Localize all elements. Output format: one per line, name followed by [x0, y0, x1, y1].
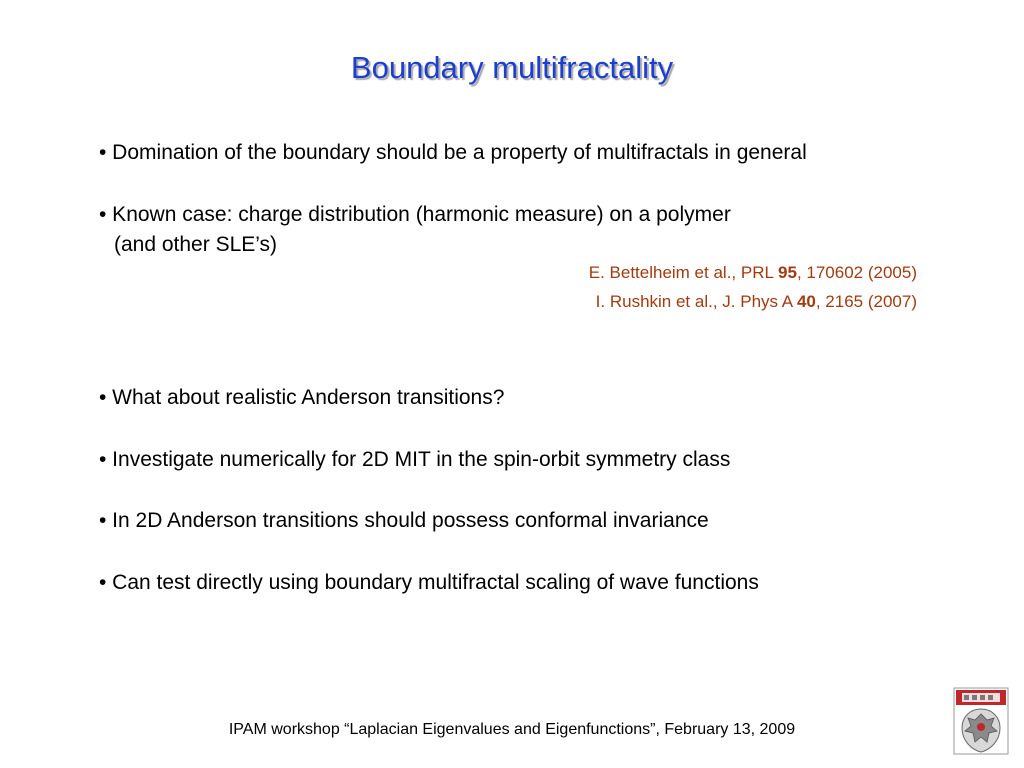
- reference-text: E. Bettelheim et al., PRL: [588, 263, 779, 282]
- reference-text: , 170602 (2005): [796, 263, 917, 282]
- bullet-known-case: • Known case: charge distribution (harmonic measure) on a polymer: [99, 203, 731, 226]
- bullet-boundary-scaling: • Can test directly using boundary multifractal scaling of wave functions: [99, 571, 759, 594]
- bullet-investigate-numerically: • Investigate numerically for 2D MIT in the spin-orbit symmetry class: [99, 448, 731, 471]
- footer-text: IPAM workshop “Laplacian Eigenvalues and Eigenfunctions”, February 13, 2009: [228, 721, 796, 738]
- reference-volume: 95: [778, 263, 797, 282]
- reference-text: I. Rushkin et al., J. Phys A: [595, 292, 797, 311]
- reference-rushkin: [596, 291, 917, 313]
- reference-text: , 2165 (2007): [815, 292, 917, 311]
- slide-title: Boundary multifractality: [350, 50, 674, 85]
- bullet-realistic-anderson: • What about realistic Anderson transitions?: [99, 386, 505, 409]
- bullet-known-case-continuation: (and other SLE’s): [114, 233, 278, 256]
- reference-volume: 40: [796, 292, 816, 311]
- bullet-boundary-domination: • Domination of the boundary should be a property of multifractals in general: [99, 141, 807, 164]
- bullet-conformal-invariance: • In 2D Anderson transitions should possess conformal invariance: [99, 509, 709, 532]
- reference-bettelheim: [589, 262, 917, 284]
- crest-emblem-icon: [953, 687, 1009, 755]
